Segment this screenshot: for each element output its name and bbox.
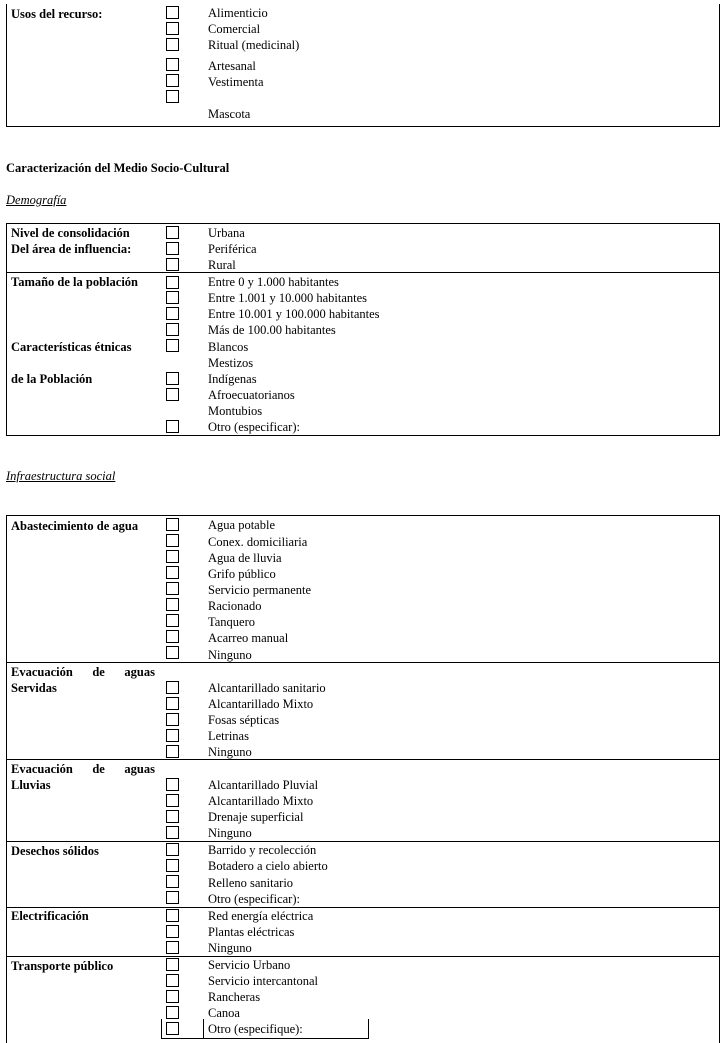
checkbox-alcantarillado-sanitario[interactable] [166,681,179,694]
option-label: Grifo público [208,567,276,581]
usos-label: Usos del recurso: [11,7,103,21]
option-label: Alcantarillado Mixto [208,794,314,808]
checkbox-comercial[interactable] [166,22,179,35]
row-divider [6,759,720,760]
checkbox-rancheras[interactable] [166,990,179,1003]
checkbox-plantas-electricas[interactable] [166,925,179,938]
section-title: Caracterización del Medio Socio-Cultural [6,161,230,175]
option-label: Plantas eléctricas [208,925,295,939]
infraestructura-subtitle: Infraestructura social [6,469,116,483]
etnicas-label-1: Características étnicas [11,340,132,354]
consolidacion-label-1: Nivel de consolidación [11,226,130,240]
demografia-subtitle: Demografía [6,193,67,207]
lluvias-label-2: Lluvias [11,778,51,792]
checkbox-vestimenta[interactable] [166,74,179,87]
checkbox-canoa[interactable] [166,1006,179,1019]
checkbox-poblacion-2[interactable] [166,291,179,304]
checkbox-mascota[interactable] [166,90,179,103]
option-label: Racionado [208,599,262,613]
etnicas-label-2: de la Población [11,372,93,386]
option-label: Otro (especificar): [208,420,300,434]
option-label: Montubios [208,404,263,418]
option-label: Otro (especificar): [208,892,300,906]
checkbox-otro-etnia[interactable] [166,420,179,433]
checkbox-lluvias-ninguno[interactable] [166,826,179,839]
option-label: Relleno sanitario [208,876,294,890]
checkbox-electrificacion-ninguno[interactable] [166,941,179,954]
checkbox-rural[interactable] [166,258,179,271]
option-label: Barrido y recolección [208,843,317,857]
option-label: Entre 1.001 y 10.000 habitantes [208,291,367,305]
option-label: Entre 10.001 y 100.000 habitantes [208,307,380,321]
checkbox-relleno-sanitario[interactable] [166,875,179,888]
table-cell-border [161,1019,162,1039]
option-label: Letrinas [208,729,249,743]
checkbox-poblacion-4[interactable] [166,323,179,336]
row-divider [6,956,720,957]
checkbox-blancos[interactable] [166,339,179,352]
checkbox-ritual[interactable] [166,38,179,51]
transporte-label: Transporte público [11,959,114,973]
checkbox-afroecuatorianos[interactable] [166,388,179,401]
option-label: Agua de lluvia [208,551,282,565]
option-label: Tanquero [208,615,256,629]
agua-label: Abastecimiento de agua [11,519,139,533]
table-cell-border [203,1019,204,1039]
checkbox-periferica[interactable] [166,242,179,255]
option-label: Rural [208,258,236,272]
table-bottom-line [161,1038,368,1039]
option-label: Alcantarillado sanitario [208,681,326,695]
checkbox-acarreo-manual[interactable] [166,630,179,643]
usos-box [6,4,720,127]
option-label: Rancheras [208,990,261,1004]
table-cell-border [368,1019,369,1039]
checkbox-servicio-permanente[interactable] [166,582,179,595]
option-label: Ritual (medicinal) [208,38,300,52]
checkbox-agua-ninguno[interactable] [166,646,179,659]
checkbox-servicio-urbano[interactable] [166,958,179,971]
checkbox-servidas-ninguno[interactable] [166,745,179,758]
checkbox-agua-lluvia[interactable] [166,550,179,563]
option-label: Indígenas [208,372,257,386]
option-label: Mestizos [208,356,254,370]
checkbox-letrinas[interactable] [166,729,179,742]
option-label: Fosas sépticas [208,713,280,727]
option-label: Ninguno [208,826,252,840]
option-label: Urbana [208,226,245,240]
checkbox-botadero[interactable] [166,859,179,872]
checkbox-tanquero[interactable] [166,614,179,627]
checkbox-servicio-intercantonal[interactable] [166,974,179,987]
option-label: Entre 0 y 1.000 habitantes [208,275,339,289]
checkbox-alimenticio[interactable] [166,6,179,19]
option-label: Botadero a cielo abierto [208,859,328,873]
checkbox-fosas-septicas[interactable] [166,713,179,726]
checkbox-drenaje-superficial[interactable] [166,810,179,823]
checkbox-transporte-otro[interactable] [166,1022,179,1035]
checkbox-artesanal[interactable] [166,58,179,71]
option-label: Ninguno [208,745,252,759]
option-label: Comercial [208,22,261,36]
option-label: Mascota [208,107,251,121]
option-label: Artesanal [208,59,256,73]
checkbox-poblacion-1[interactable] [166,276,179,289]
option-label: Periférica [208,242,257,256]
option-label: Afroecuatorianos [208,388,295,402]
option-label: Drenaje superficial [208,810,304,824]
checkbox-conexion-domiciliaria[interactable] [166,534,179,547]
checkbox-grifo-publico[interactable] [166,566,179,579]
option-label: Blancos [208,340,249,354]
checkbox-agua-potable[interactable] [166,518,179,531]
electrificacion-label: Electrificación [11,909,89,923]
consolidacion-label-2: Del área de influencia: [11,242,132,256]
row-divider [6,662,720,663]
option-label: Servicio intercantonal [208,974,319,988]
option-label: Agua potable [208,518,275,532]
option-label: Acarreo manual [208,631,289,645]
lluvias-label-1: Evacuación de aguas [11,762,155,776]
checkbox-alcantarillado-mixto[interactable] [166,697,179,710]
option-label: Conex. domiciliaria [208,535,308,549]
row-divider [6,841,720,842]
checkbox-indigenas[interactable] [166,372,179,385]
option-label: Servicio Urbano [208,958,291,972]
option-label: Alcantarillado Pluvial [208,778,319,792]
checkbox-alcantarillado-mixto-lluvias[interactable] [166,794,179,807]
servidas-label-2: Servidas [11,681,57,695]
poblacion-label: Tamaño de la población [11,275,139,289]
checkbox-barrido-recoleccion[interactable] [166,843,179,856]
option-label: Más de 100.00 habitantes [208,323,336,337]
option-label: Alimenticio [208,6,268,20]
option-label: Vestimenta [208,75,264,89]
servidas-label-1: Evacuación de aguas [11,665,155,679]
checkbox-alcantarillado-pluvial[interactable] [166,778,179,791]
option-label: Ninguno [208,941,252,955]
checkbox-poblacion-3[interactable] [166,307,179,320]
option-label: Otro (especifique): [208,1022,303,1036]
row-divider [6,272,720,273]
checkbox-racionado[interactable] [166,598,179,611]
option-label: Red energía eléctrica [208,909,314,923]
desechos-label: Desechos sólidos [11,844,99,858]
option-label: Canoa [208,1006,240,1020]
checkbox-desechos-otro[interactable] [166,891,179,904]
checkbox-red-energia[interactable] [166,909,179,922]
row-divider [6,907,720,908]
checkbox-urbana[interactable] [166,226,179,239]
option-label: Alcantarillado Mixto [208,697,314,711]
option-label: Ninguno [208,648,252,662]
option-label: Servicio permanente [208,583,312,597]
